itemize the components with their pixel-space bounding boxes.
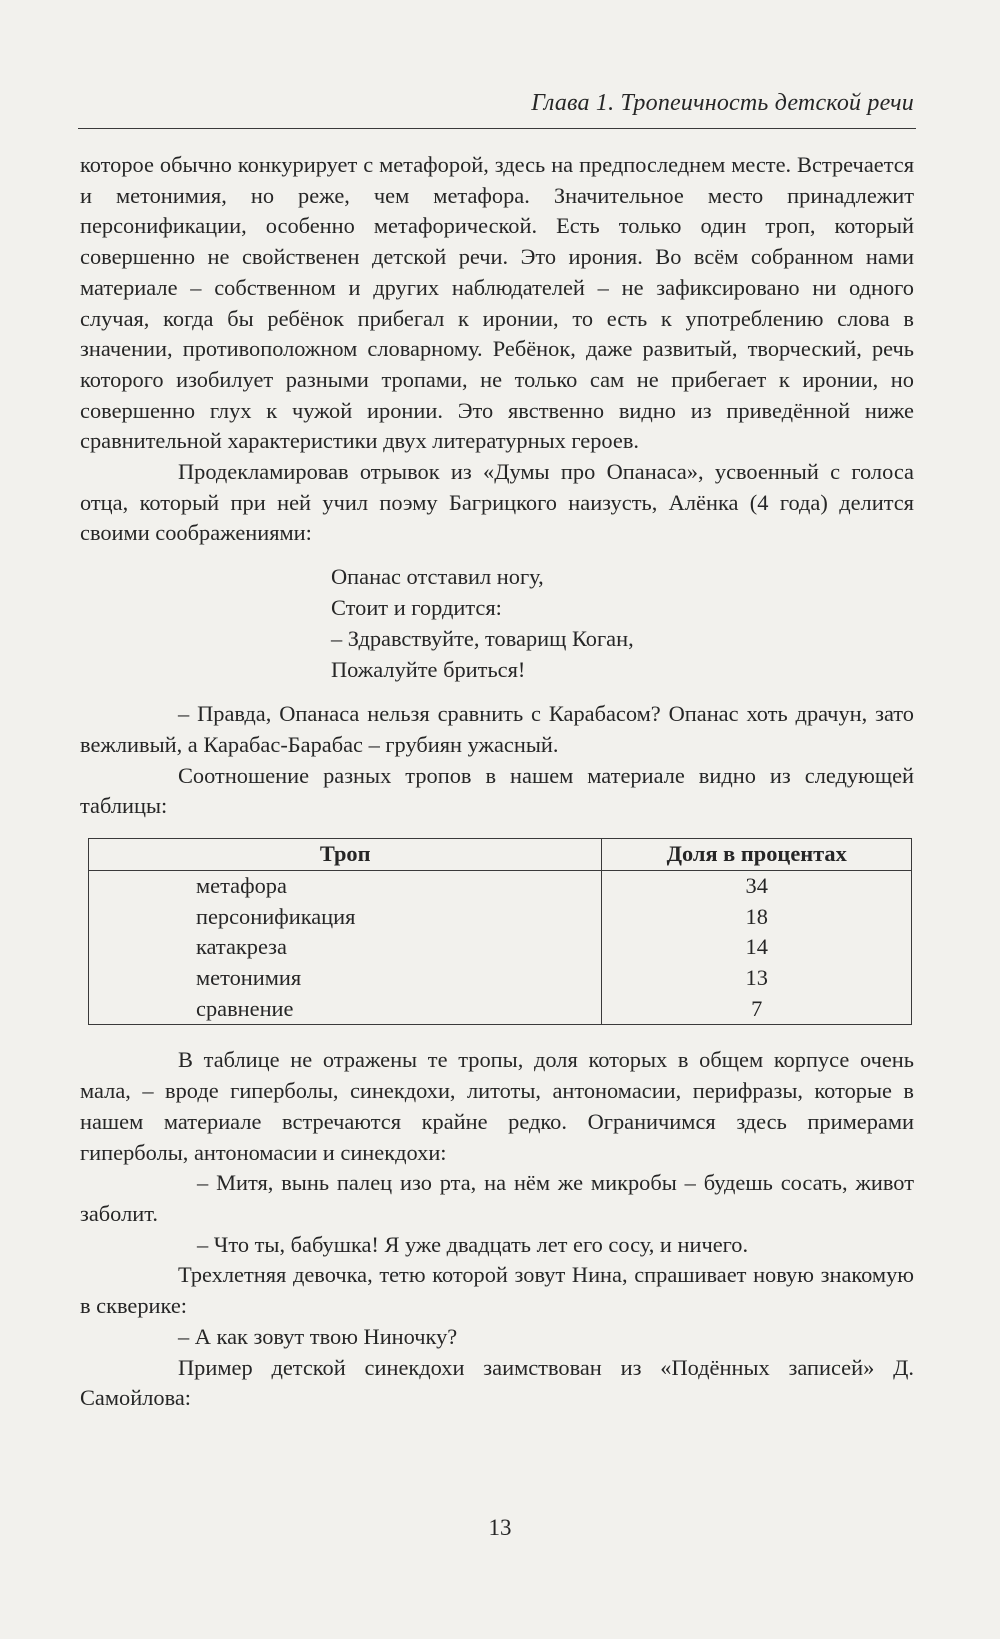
table-header-row [89, 838, 912, 870]
table-row [89, 870, 912, 901]
table-row [89, 963, 912, 994]
poem-line: Пожалуйте бриться! [331, 657, 526, 683]
trope-share: 13 [602, 963, 912, 994]
paragraph: В таблице не отражены те тропы, доля которых в общем корпусе очень мала, – вроде гиперболы, синекдохи, литоты, антономасии, перифразы, которые в нашем материале встречаются крайне редко. Ограничимся здесь примерами гиперболы, антономасии и синекдохи: [80, 1047, 914, 1165]
dialogue-line: – Что ты, бабушка! Я уже двадцать лет его сосу, и ничего. [197, 1231, 749, 1257]
paragraph: Трехлетняя девочка, тетю которой зовут Нина, спрашивает новую знакомую в скверике: [80, 1262, 914, 1319]
page-number: 13 [488, 1515, 512, 1540]
trope-share: 14 [602, 932, 912, 963]
header-rule [78, 128, 916, 129]
column-header-trope: Троп [89, 838, 602, 870]
trope-name: метонимия [89, 963, 602, 994]
poem-line: Опанас отставил ногу, [331, 564, 544, 590]
column-header-share: Доля в процентах [602, 838, 912, 870]
trope-share: 34 [602, 870, 912, 901]
page-body [80, 150, 914, 1414]
trope-share: 7 [602, 994, 912, 1025]
trope-name: сравнение [89, 994, 602, 1025]
paragraph: Пример детской синекдохи заимствован из «Подённых записей» Д. Самойлова: [80, 1354, 914, 1411]
table-row [89, 932, 912, 963]
paragraph: – Правда, Опанаса нельзя сравнить с Карабасом? Опанас хоть драчун, зато вежливый, а Карабас-Барабас – грубиян ужасный. [80, 701, 914, 757]
poem-quote [331, 561, 914, 685]
running-header: Глава 1. Тропеичность детской речи [531, 90, 914, 116]
trope-name: метафора [89, 870, 602, 901]
trope-name: персонификация [89, 902, 602, 933]
poem-line: – Здравствуйте, товарищ Коган, [331, 626, 634, 652]
paragraph: Соотношение разных тропов в нашем материале видно из следующей таблицы: [80, 762, 914, 819]
trope-name: катакреза [89, 932, 602, 963]
table-row [89, 994, 912, 1025]
paragraph: Продекламировав отрывок из «Думы про Опанаса», усвоенный с голоса отца, который при ней учил поэму Багрицкого наизусть, Алёнка (4 года) делится своими соображениями: [80, 459, 914, 546]
dialogue-line: – А как зовут твою Ниночку? [178, 1323, 458, 1349]
paragraph: которое обычно конкурирует с метафорой, здесь на предпоследнем месте. Встречается и метонимия, но реже, чем метафора. Значительное место принадлежит персонификации, особенно метафорической. Есть только один троп, который совершенно не свойственен детской речи. Это ирония. Во всём собранном нами материале – собственном и других наблюдателей – не зафиксировано ни одного случая, когда бы ребёнок прибегал к иронии, то есть к употреблению слова в значении, противоположном словарному. Ребёнок, даже развитый, творческий, речь которого изобилует разными тропами, не только сам не прибегает к иронии, но совершенно глух к чужой иронии. Это явственно видно из приведённой ниже сравнительной характеристики двух литературных героев. [80, 152, 914, 454]
table-row [89, 902, 912, 933]
poem-line: Стоит и гордится: [331, 595, 502, 621]
trope-share: 18 [602, 902, 912, 933]
tropes-table [88, 838, 912, 1026]
dialogue-line: – Митя, вынь палец изо рта, на нём же микробы – будешь сосать, живот заболит. [80, 1170, 914, 1226]
